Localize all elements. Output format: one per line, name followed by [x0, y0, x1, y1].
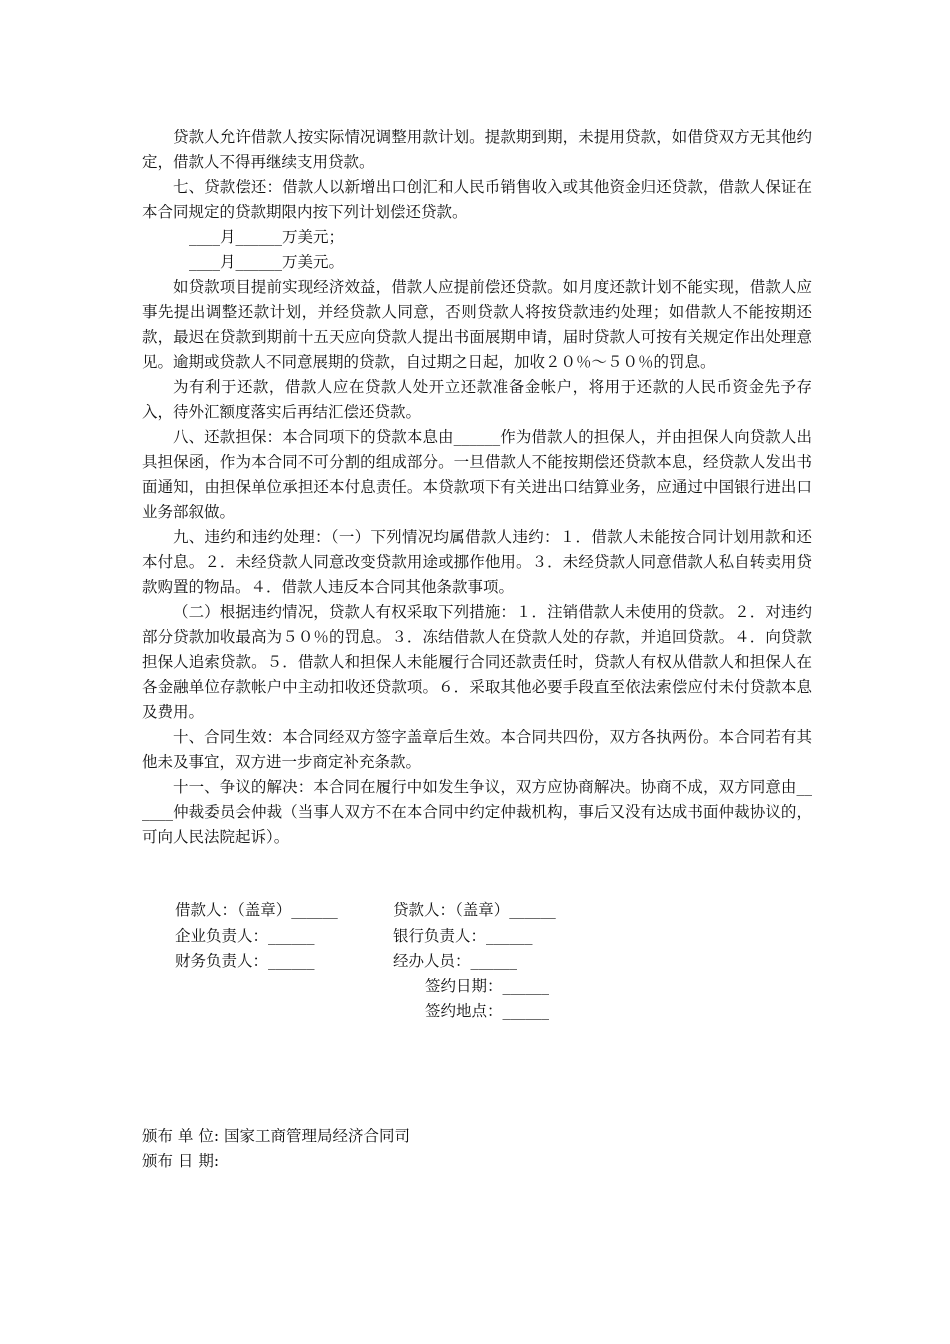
issue-date-line: 颁布 日 期:: [142, 1152, 220, 1170]
sign-date: 签约日期：______: [425, 977, 550, 995]
paragraph-early-repayment: 如贷款项目提前实现经济效益，借款人应提前偿还贷款。如月度还款计划不能实现，借款人应事先提出调整还款计划，并经贷款人同意，否则贷款人将按贷款违约处理；如借款人不能按期还款，最迟在贷款到期前十五天应向贷款人提出书面展期申请，届时贷款人可按有关规定作出处理意见。逾期或贷款人不同意展期的贷款，自过期之日起，加收２０％～５０％的罚息。: [142, 278, 812, 371]
finance-head-signature: 财务负责人：______: [175, 952, 315, 970]
schedule-line-2: ____月______万美元。: [189, 253, 345, 271]
paragraph-guarantee: 八、还款担保：本合同项下的贷款本息由______作为借款人的担保人，并由担保人向贷款人出具担保函，作为本合同不可分割的组成部分。一旦借款人不能按期偿还贷款本息，经贷款人发出书面通知，由担保单位承担还本付息责任。本贷款项下有关进出口结算业务，应通过中国银行进出口业务部叙做。: [142, 428, 812, 521]
paragraph-default: 九、违约和违约处理：（一）下列情况均属借款人违约：１．借款人未能按合同计划用款和还本付息。２．未经贷款人同意改变贷款用途或挪作他用。３．未经贷款人同意借款人私自转卖用贷款购置的物品。４．借款人违反本合同其他条款事项。: [142, 528, 812, 596]
enterprise-head-signature: 企业负责人：______: [175, 927, 315, 945]
sign-place: 签约地点：______: [425, 1002, 550, 1020]
paragraph-effectiveness: 十、合同生效：本合同经双方签字盖章后生效。本合同共四份，双方各执两份。本合同若有其他未及事宜，双方进一步商定补充条款。: [142, 728, 812, 771]
paragraph-repayment: 七、贷款偿还：借款人以新增出口创汇和人民币销售收入或其他资金归还贷款，借款人保证在本合同规定的贷款期限内按下列计划偿还贷款。: [142, 178, 812, 221]
paragraph-default-measures: （二）根据违约情况，贷款人有权采取下列措施：１．注销借款人未使用的贷款。２．对违约部分贷款加收最高为５０％的罚息。３．冻结借款人在贷款人处的存款，并追回贷款。４．向贷款担保人追索贷款。５．借款人和担保人未能履行合同还款责任时，贷款人有权从借款人和担保人在各金融单位存款帐户中主动扣收还贷款项。６．采取其他必要手段直至依法索偿应付未付贷款本息及费用。: [142, 603, 812, 721]
schedule-line-1: ____月______万美元；: [189, 228, 345, 246]
paragraph-drawdown: 贷款人允许借款人按实际情况调整用款计划。提款期到期，未提用贷款，如借贷双方无其他约定，借款人不得再继续支用贷款。: [142, 128, 812, 171]
borrower-signature: 借款人：（盖章）______: [175, 901, 338, 919]
paragraph-reserve-account: 为有利于还款，借款人应在贷款人处开立还款准备金帐户，将用于还款的人民币资金先予存入，待外汇额度落实后再结汇偿还贷款。: [142, 378, 812, 421]
bank-head-signature: 银行负责人：______: [393, 927, 533, 945]
issuer-line: 颁布 单 位: 国家工商管理局经济合同司: [142, 1127, 411, 1145]
lender-signature: 贷款人：（盖章）______: [393, 901, 556, 919]
paragraph-dispute: 十一、争议的解决：本合同在履行中如发生争议，双方应协商解决。协商不成，双方同意由______仲裁委员会仲裁（当事人双方不在本合同中约定仲裁机构，事后又没有达成书面仲裁协议的，可向人民法院起诉）。: [142, 778, 812, 846]
handler-signature: 经办人员：______: [393, 952, 518, 970]
contract-body: [142, 125, 812, 850]
